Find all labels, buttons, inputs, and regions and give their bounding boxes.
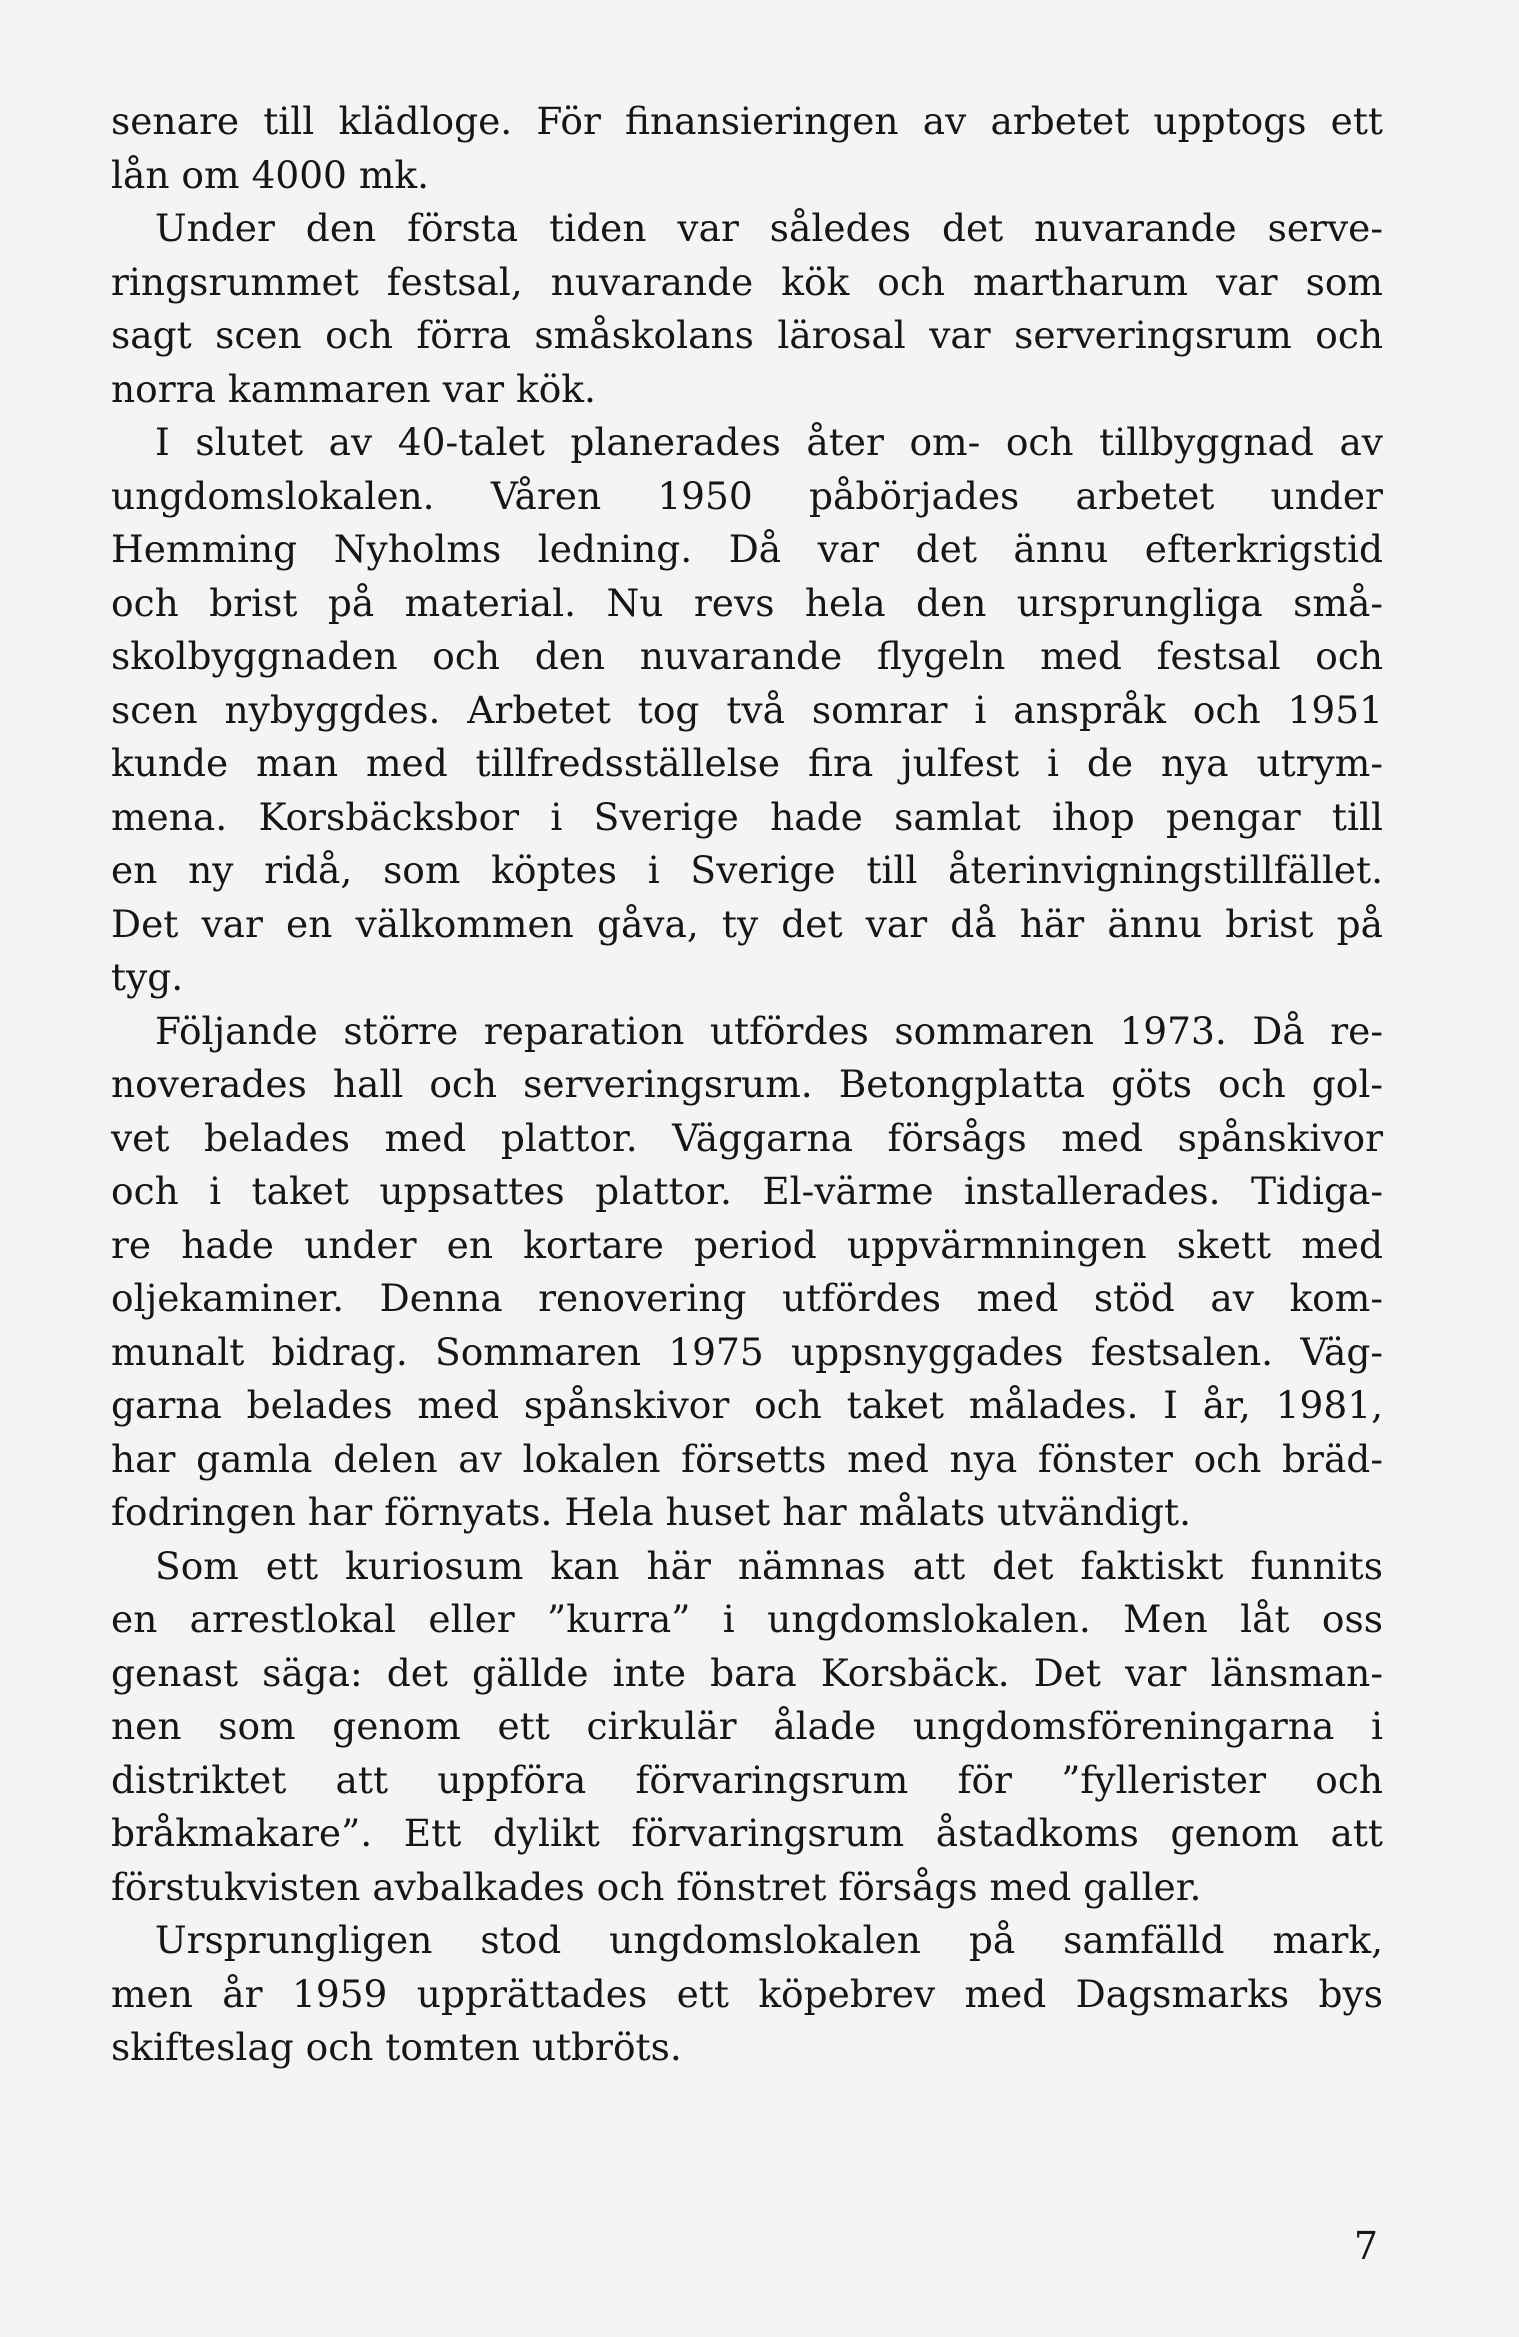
text-line: förstukvisten avbalkades och fönstret försågs med galler. <box>111 1864 1202 1909</box>
text-line: senare till klädloge. För finansieringen av arbetet upptogs ett <box>111 99 1383 143</box>
text-line: Ursprungligen stod ungdomslokalen på samfälld mark, <box>155 1918 1383 1962</box>
text-line: har gamla delen av lokalen försetts med nya fönster och bräd- <box>111 1436 1383 1481</box>
text-line: en ny ridå, som köptes i Sverige till återinvigningstillfället. <box>111 848 1383 892</box>
text-line: skifteslag och tomten utbröts. <box>111 2025 682 2069</box>
text-line: Följande större reparation utfördes sommaren 1973. Då re- <box>155 1008 1383 1053</box>
text-line: bråkmakare”. Ett dylikt förvaringsrum åstadkoms genom att <box>111 1811 1383 1855</box>
page-number: 7 <box>1353 2224 1378 2268</box>
body-text <box>111 95 1383 2075</box>
text-line: Under den första tiden var således det nuvarande serve- <box>155 206 1383 250</box>
text-line: ungdomslokalen. Våren 1950 påbörjades arbetet under <box>111 473 1383 518</box>
text-line: sagt scen och förra småskolans lärosal var serveringsrum och <box>111 313 1383 357</box>
text-line: lån om 4000 mk. <box>111 152 430 197</box>
text-line: noverades hall och serveringsrum. Betongplatta göts och gol- <box>111 1062 1383 1106</box>
text-line: genast säga: det gällde inte bara Korsbäck. Det var länsman- <box>111 1650 1383 1695</box>
text-line: mena. Korsbäcksbor i Sverige hade samlat ihop pengar till <box>111 794 1383 839</box>
text-line: norra kammaren var kök. <box>111 366 596 411</box>
text-line: Det var en välkommen gåva, ty det var då här ännu brist på <box>111 901 1383 946</box>
text-line: garna belades med spånskivor och taket målades. I år, 1981, <box>111 1383 1383 1427</box>
text-line: och brist på material. Nu revs hela den ursprungliga små- <box>111 580 1383 625</box>
text-line: munalt bidrag. Sommaren 1975 uppsnyggades festsalen. Väg- <box>111 1329 1383 1374</box>
text-line: Som ett kuriosum kan här nämnas att det faktiskt funnits <box>155 1543 1383 1588</box>
text-line: vet belades med plattor. Väggarna försågs med spånskivor <box>111 1115 1383 1160</box>
text-line: skolbyggnaden och den nuvarande flygeln med festsal och <box>111 634 1383 678</box>
text-line: men år 1959 upprättades ett köpebrev med Dagsmarks bys <box>111 1971 1383 2016</box>
text-line: nen som genom ett cirkulär ålade ungdomsföreningarna i <box>111 1704 1383 1748</box>
text-line: fodringen har förnyats. Hela huset har målats utvändigt. <box>111 1490 1192 1534</box>
text-line: oljekaminer. Denna renovering utfördes med stöd av kom- <box>111 1276 1383 1320</box>
text-line: kunde man med tillfredsställelse fira julfest i de nya utrym- <box>111 741 1383 785</box>
text-line: en arrestlokal eller ”kurra” i ungdomslokalen. Men låt oss <box>111 1597 1383 1641</box>
text-line: ringsrummet festsal, nuvarande kök och martharum var som <box>111 259 1383 304</box>
text-line: och i taket uppsattes plattor. El-värme installerades. Tidiga- <box>111 1169 1383 1213</box>
text-line: re hade under en kortare period uppvärmningen skett med <box>111 1222 1383 1267</box>
text-line: I slutet av 40-talet planerades åter om- och tillbyggnad av <box>155 420 1383 464</box>
text-line: Hemming Nyholms ledning. Då var det ännu efterkrigstid <box>111 527 1383 571</box>
text-line: tyg. <box>111 955 184 999</box>
text-line: scen nybyggdes. Arbetet tog två somrar i anspråk och 1951 <box>111 687 1383 732</box>
text-line: distriktet att uppföra förvaringsrum för ”fyllerister och <box>111 1757 1383 1802</box>
